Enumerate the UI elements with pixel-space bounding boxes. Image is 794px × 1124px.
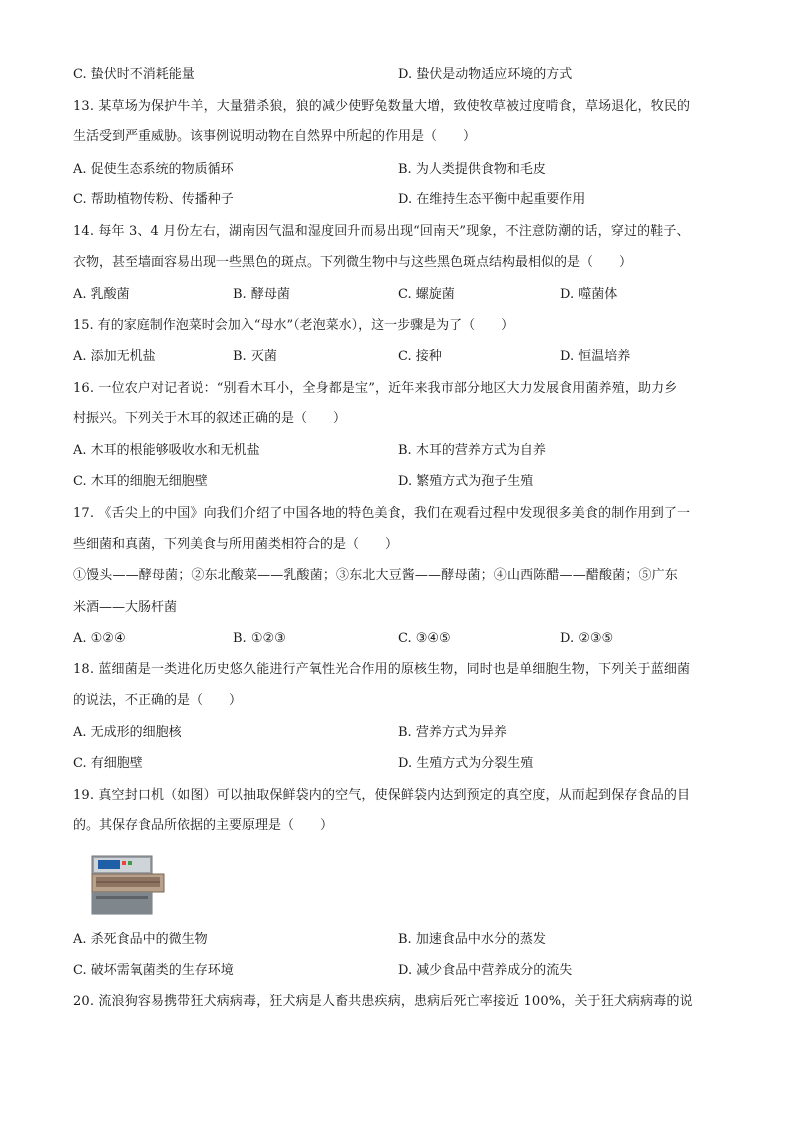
- q13-option-c: C. 帮助植物传粉、传播种子: [73, 192, 234, 207]
- q14-stem-line1: 14. 每年 3、4 月份左右，湖南因气温和湿度回升而易出现“回南天”现象，不注意防潮的话，穿过的鞋子、: [73, 224, 690, 239]
- q19-option-a: A. 杀死食品中的微生物: [73, 932, 208, 947]
- q15-stem-line1: 15. 有的家庭制作泡菜时会加入“母水”（老泡菜水），这一步骤是为了（ ）: [73, 318, 515, 333]
- q16-option-a: A. 木耳的根能够吸收水和无机盐: [73, 443, 260, 458]
- q16-option-c: C. 木耳的细胞无细胞壁: [73, 474, 208, 489]
- q15-option-a: A. 添加无机盐: [73, 349, 156, 364]
- q19-option-d: D. 减少食品中营养成分的流失: [398, 963, 573, 978]
- q17-option-b: B. ①②③: [233, 631, 286, 646]
- q17-stem-line3: ①馒头——酵母菌；②东北酸菜——乳酸菌；③东北大豆酱——酵母菌；④山西陈醋——醋酸菌；⑤广东: [73, 568, 678, 583]
- q16-stem-line2: 村振兴。下列关于木耳的叙述正确的是（ ）: [73, 411, 347, 426]
- q18-option-d: D. 生殖方式为分裂生殖: [398, 756, 534, 771]
- q14-option-a: A. 乳酸菌: [73, 287, 130, 302]
- q19-option-c: C. 破坏需氧菌类的生存环境: [73, 963, 234, 978]
- q14-option-c: C. 螺旋菌: [398, 287, 455, 302]
- q13-option-d: D. 在维持生态平衡中起重要作用: [398, 192, 586, 207]
- q12-option-d: D. 蛰伏是动物适应环境的方式: [398, 67, 573, 82]
- q14-option-d: D. 噬菌体: [560, 287, 618, 302]
- q18-option-b: B. 营养方式为异养: [398, 725, 507, 740]
- q15-option-b: B. 灭菌: [233, 349, 277, 364]
- q15-option-c: C. 接种: [398, 349, 442, 364]
- q19-option-b: B. 加速食品中水分的蒸发: [398, 932, 546, 947]
- q19-stem-line2: 的。其保存食品所依据的主要原理是（ ）: [73, 818, 334, 833]
- q18-stem-line1: 18. 蓝细菌是一类进化历史悠久能进行产氧性光合作用的原核生物，同时也是单细胞生物，下列关于蓝细菌: [73, 662, 691, 677]
- q17-stem-line4: 米酒——大肠杆菌: [73, 600, 178, 615]
- q18-stem-line2: 的说法，不正确的是（ ）: [73, 693, 243, 708]
- q17-option-d: D. ②③⑤: [560, 631, 614, 646]
- q18-option-a: A. 无成形的细胞核: [73, 725, 182, 740]
- q19-stem-line1: 19. 真空封口机（如图）可以抽取保鲜袋内的空气，使保鲜袋内达到预定的真空度，从而起到保存食品的目: [73, 788, 691, 803]
- q18-option-c: C. 有细胞壁: [73, 756, 143, 771]
- q13-option-b: B. 为人类提供食物和毛皮: [398, 162, 546, 177]
- q17-option-a: A. ①②④: [73, 631, 126, 646]
- q15-option-d: D. 恒温培养: [560, 349, 631, 364]
- q14-stem-line2: 衣物，甚至墙面容易出现一些黑色的斑点。下列微生物中与这些黑色斑点结构最相似的是（ ）: [73, 255, 633, 270]
- q17-stem-line1: 17. 《舌尖上的中国》向我们介绍了中国各地的特色美食，我们在观看过程中发现很多美食的制作用到了一: [73, 506, 691, 521]
- q12-option-c: C. 蛰伏时不消耗能量: [73, 67, 195, 82]
- q16-stem-line1: 16. 一位农户对记者说：“别看木耳小，全身都是宝”，近年来我市部分地区大力发展食用菌养殖，助力乡: [73, 381, 678, 396]
- q16-option-b: B. 木耳的营养方式为自养: [398, 443, 546, 458]
- q17-stem-line2: 些细菌和真菌，下列美食与所用菌类相符合的是（ ）: [73, 537, 399, 552]
- q17-option-c: C. ③④⑤: [398, 631, 451, 646]
- vacuum-sealer-image: [90, 850, 166, 916]
- q20-stem-line1: 20. 流浪狗容易携带狂犬病病毒，狂犬病是人畜共患疾病，患病后死亡率接近 100%，关于狂犬病病毒的说: [73, 994, 693, 1009]
- q13-stem-line2: 生活受到严重威胁。该事例说明动物在自然界中所起的作用是（ ）: [73, 129, 477, 144]
- q13-option-a: A. 促使生态系统的物质循环: [73, 162, 234, 177]
- q16-option-d: D. 繁殖方式为孢子生殖: [398, 474, 534, 489]
- q14-option-b: B. 酵母菌: [233, 287, 290, 302]
- q13-stem-line1: 13. 某草场为保护牛羊，大量猎杀狼，狼的减少使野兔数量大增，致使牧草被过度啃食，草场退化，牧民的: [73, 99, 691, 114]
